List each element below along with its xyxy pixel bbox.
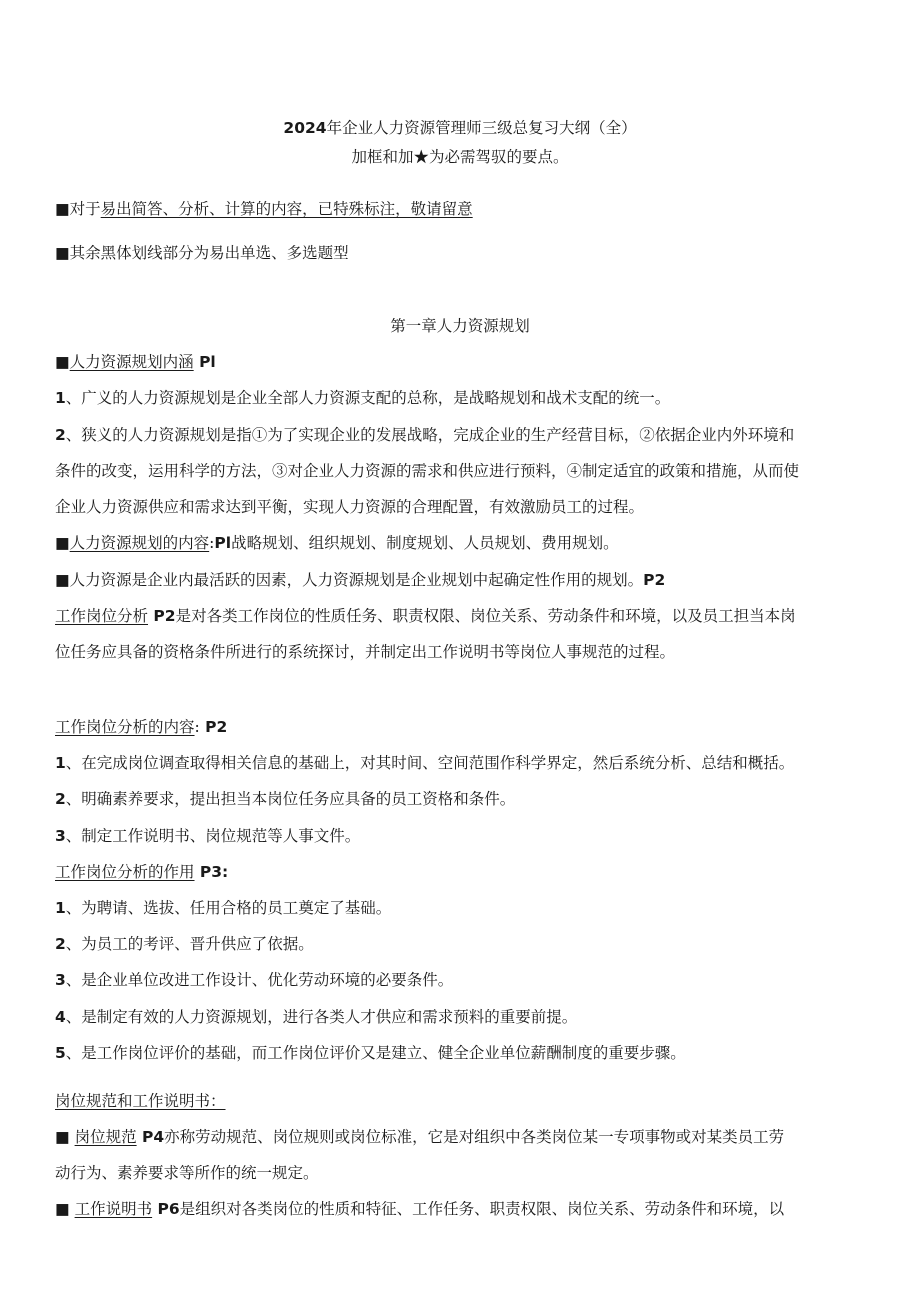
sec5-item-2 — [55, 788, 865, 810]
sec7-spec-line-1 — [55, 1126, 865, 1148]
sec7-heading-line — [55, 1090, 865, 1112]
sec7-desc-text: 是组织对各类岗位的性质和特征、工作任务、职责权限、岗位关系、劳动条件和环境，以 — [179, 1200, 785, 1218]
chapter-title: 第一章人力资源规划 — [390, 317, 530, 335]
item-number: 1 — [55, 754, 66, 772]
sec7-spec-text: 亦称劳动规范、岗位规则或岗位标准，它是对组织中各类岗位某一专项事物或对某类员工劳 — [164, 1128, 785, 1146]
item-number: 3 — [55, 971, 66, 989]
sec2-line — [55, 532, 865, 554]
item-number: 5 — [55, 1044, 66, 1062]
sec6-item-1 — [55, 897, 865, 919]
sec7-desc-heading: 工作说明书 — [74, 1200, 153, 1218]
item-text: 、广义的人力资源规划是企业全部人力资源支配的总称，是战略规划和战术支配的统一。 — [65, 389, 671, 407]
sec4-page-ref: P2 — [148, 607, 176, 625]
sec1-item-2 — [55, 424, 865, 446]
note-1 — [55, 198, 865, 220]
item-text: 、为聘请、选拔、任用合格的员工奠定了基础。 — [65, 899, 392, 917]
sec1-item-2-cont-1: 条件的改变，运用科学的方法，③对企业人力资源的需求和供应进行预料，④制定适宜的政策和措施，从而使 — [55, 462, 800, 480]
item-number: 2 — [55, 935, 66, 953]
sec4-line-1 — [55, 605, 865, 627]
sec1-heading-text: 人力资源规划内涵 — [69, 353, 194, 371]
doc-subtitle: 加框和加★为必需驾驭的要点。 — [351, 148, 569, 166]
sec6-heading-line — [55, 861, 865, 883]
sec4-heading: 工作岗位分析 — [55, 607, 149, 625]
sec4-line-2: 位任务应具备的资格条件所进行的系统探讨，并制定出工作说明书等岗位人事规范的过程。 — [55, 643, 676, 661]
sec7-heading: 岗位规范和工作说明书： — [55, 1092, 226, 1110]
sec6-page-ref: P3: — [194, 863, 229, 881]
note-2 — [55, 242, 865, 264]
sec5-heading-line — [55, 716, 865, 738]
item-text: 、狭义的人力资源规划是指①为了实现企业的发展战略，完成企业的生产经营目标，②依据企业内外环境和 — [65, 426, 795, 444]
sec6-item-4 — [55, 1006, 865, 1028]
sec5-colon: : — [194, 718, 200, 736]
square-bullet-icon: ■ — [55, 534, 70, 552]
sec7-spec-line-2: 动行为、素养要求等所作的统一规定。 — [55, 1164, 319, 1182]
note-2-text: 其余黑体划线部分为易出单选、多选题型 — [69, 244, 349, 262]
sec2-page-ref: Pl — [214, 534, 232, 552]
sec7-desc-page-ref: P6 — [152, 1200, 180, 1218]
item-text: 、在完成岗位调查取得相关信息的基础上，对其时间、空间范围作科学界定，然后系统分析、总结和概括。 — [65, 754, 795, 772]
sec6-item-3 — [55, 969, 865, 991]
note-1-prefix: 对于 — [69, 200, 101, 218]
square-bullet-icon: ■ — [55, 1128, 70, 1146]
item-text: 、是企业单位改进工作设计、优化劳动环境的必要条件。 — [65, 971, 454, 989]
sec2-heading: 人力资源规划的内容 — [69, 534, 210, 552]
sec5-page-ref: P2 — [199, 718, 228, 736]
item-number: 2 — [55, 790, 66, 808]
square-bullet-icon: ■ — [55, 1200, 70, 1218]
sec3-page-ref: P2 — [643, 571, 666, 589]
sec5-item-1 — [55, 752, 865, 774]
item-text: 、为员工的考评、晋升供应了依据。 — [65, 935, 314, 953]
item-number: 4 — [55, 1008, 66, 1026]
item-number: 2 — [55, 426, 66, 444]
sec1-page-ref: Pl — [193, 353, 216, 371]
sec3-line — [55, 569, 865, 591]
item-number: 3 — [55, 827, 66, 845]
sec3-text: 人力资源是企业内最活跃的因素，人力资源规划是企业规划中起确定性作用的规划。 — [69, 571, 644, 589]
sec2-colon: : — [209, 534, 215, 552]
sec5-item-3 — [55, 825, 865, 847]
doc-title-year: 2024 — [283, 119, 327, 137]
note-1-underlined: 易出简答、分析、计算的内容，已特殊标注，敬请留意 — [100, 200, 473, 218]
sec5-heading: 工作岗位分析的内容 — [55, 718, 195, 736]
square-bullet-icon: ■ — [55, 244, 70, 262]
sec6-item-2 — [55, 933, 865, 955]
sec1-heading — [55, 351, 865, 373]
doc-title-text: 年企业人力资源管理师三级总复习大纲（全） — [326, 119, 637, 137]
item-number: 1 — [55, 389, 66, 407]
item-text: 、是制定有效的人力资源规划，进行各类人才供应和需求预料的重要前提。 — [65, 1008, 578, 1026]
item-text: 、制定工作说明书、岗位规范等人事文件。 — [65, 827, 361, 845]
sec7-spec-heading: 岗位规范 — [74, 1128, 137, 1146]
item-number: 1 — [55, 899, 66, 917]
sec6-item-5 — [55, 1042, 865, 1064]
item-text: 、明确素养要求，提出担当本岗位任务应具备的员工资格和条件。 — [65, 790, 516, 808]
sec2-text: 战略规划、组织规划、制度规划、人员规划、费用规划。 — [231, 534, 619, 552]
sec6-heading: 工作岗位分析的作用 — [55, 863, 195, 881]
doc-title — [55, 117, 865, 139]
item-text: 、是工作岗位评价的基础，而工作岗位评价又是建立、健全企业单位薪酬制度的重要步骤。 — [65, 1044, 686, 1062]
sec7-spec-page-ref: P4 — [136, 1128, 165, 1146]
sec7-desc-line-1 — [55, 1198, 865, 1220]
square-bullet-icon: ■ — [55, 200, 70, 218]
sec4-text: 是对各类工作岗位的性质任务、职责权限、岗位关系、劳动条件和环境，以及员工担当本岗 — [175, 607, 796, 625]
square-bullet-icon: ■ — [55, 353, 70, 371]
sec1-item-2-cont-2: 企业人力资源供应和需求达到平衡，实现人力资源的合理配置，有效激励员工的过程。 — [55, 498, 645, 516]
sec1-item-1 — [55, 387, 865, 409]
square-bullet-icon: ■ — [55, 571, 70, 589]
